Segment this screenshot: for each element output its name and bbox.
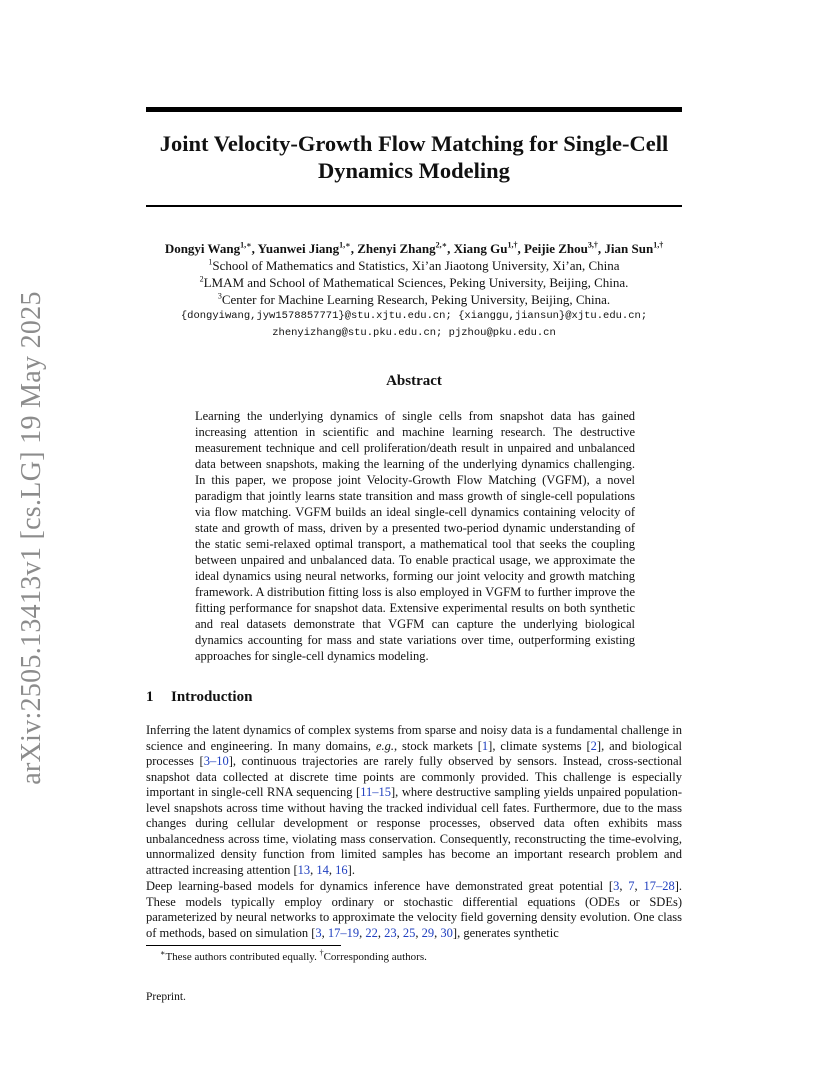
section-number: 1 <box>146 689 154 705</box>
affiliation-text: Center for Machine Learning Research, Peking University, Beijing, China. <box>221 292 611 307</box>
footnote-text: These authors contributed equally. <box>165 951 320 963</box>
email-link[interactable]: {dongyiwang,jyw1578857771}@stu.xjtu.edu.cn <box>180 310 446 322</box>
author-name: Dongyi Wang <box>164 241 241 256</box>
author-name: Zhenyi Zhang <box>357 241 436 256</box>
author-name: Jian Sun <box>604 241 654 256</box>
affiliation-number: 3 <box>217 291 222 301</box>
arxiv-sidebar-stamp <box>10 291 54 785</box>
title-line-2: Dynamics Modeling <box>318 158 510 183</box>
title-line-1: Joint Velocity-Growth Flow Matching for Single-Cell <box>159 131 669 156</box>
intro-paragraph-1: Inferring the latent dynamics of complex systems from sparse and noisy data is a fundamental challenge in science and engineering. In many domains, e.g., stock markets [1], climate systems [2], and biological processes [3–10], continuous trajectories are rarely fully observed by sensors. Instead, cross-sectional snapshot data collected at discrete time points are commonly provided. This challenge is especially important in single-cell RNA sequencing [11–15], where destructive sampling yields unpaired population-level snapshots across time without having the tracked individual cell fates. Furthermore, due to the mass changes during cellular development or response processes, observed data often exhibits mass unbalancedness across time, violating mass conservation. Consequently, reconstructing the time-evolving, unnormalized density function from limited samples has become an important research problem and attracted increasing attention [13, 14, 16]. <box>146 723 683 877</box>
author-mark: 1,† <box>653 240 664 250</box>
citation-link[interactable]: 29 <box>421 925 435 940</box>
citation-link[interactable]: 23 <box>384 925 397 940</box>
citation-link[interactable]: 30 <box>440 925 453 940</box>
citation-link[interactable]: 11–15 <box>360 785 392 799</box>
author-list: Dongyi Wang$^{1,∗}$, Yuanwei Jiang$^{1,∗}$, Zhenyi Zhang$^{2,∗}$, Xiang $Gu^{1,\dagger}$, Peijie Zhou$^{3,\dagger}$, Jian Sun$^{1,\dagger}$ <box>164 240 664 256</box>
citation-link[interactable]: 3–10 <box>203 754 229 768</box>
author-mark: 1,∗ <box>339 240 351 250</box>
title-top-rule <box>146 107 682 112</box>
section-heading-introduction <box>146 689 682 706</box>
footnote-mark: ∗ <box>160 948 166 958</box>
author-block <box>146 240 682 342</box>
affiliation-1 <box>146 257 682 274</box>
abstract-heading: Abstract <box>386 373 442 389</box>
citation-link[interactable]: 17–19 <box>327 925 360 940</box>
arxiv-identifier: arXiv:2505.13413v1 [cs.LG] 19 May 2025 <box>16 291 47 785</box>
affiliation-text: LMAM and School of Mathematical Sciences, Peking University, Beijing, China. <box>203 275 629 290</box>
author-name: Peijie Zhou <box>523 241 588 256</box>
citation-link[interactable]: 13 <box>297 862 311 877</box>
email-line-2: zhenyizhang@stu.pku.edu.cn; pjzhou@pku.edu.cn <box>272 327 556 339</box>
intro-paragraph-2: Deep learning-based models for dynamics inference have demonstrated great potential [3, 7, 17–28]. These models typically employ ordinary or stochastic differential equations (ODEs or SDEs) parameterized by neural networks to approximate the velocity field governing density evolution. One class of methods, based on simulation [3, 17–19, 22, 23, 25, 29, 30], generates synthetic <box>146 879 683 940</box>
citation-link[interactable]: 7 <box>628 879 635 893</box>
citation-link[interactable]: 25 <box>402 925 416 940</box>
citation-link[interactable]: 14 <box>316 862 329 877</box>
citation-link[interactable]: 3 <box>613 879 620 893</box>
email-link[interactable]: {xianggu,jiansun}@xjtu.edu.cn <box>458 310 641 322</box>
author-name: Yuanwei Jiang <box>257 241 340 256</box>
footnote <box>160 950 680 964</box>
citation-link[interactable]: 3 <box>315 925 322 940</box>
affiliation-number: 2 <box>199 274 204 284</box>
affiliation-2 <box>146 274 682 291</box>
author-mark: 2,∗ <box>435 240 448 250</box>
author-mark: 1,∗ <box>240 240 252 250</box>
affiliation-number: 1 <box>208 257 213 267</box>
email-link[interactable]: pjzhou@pku.edu.cn <box>448 327 556 339</box>
abstract-body: Learning the underlying dynamics of single cells from snapshot data has gained increasing attention in scientific and machine learning research. The destructive measurement technique and cell proliferation/death result in unpaired and unbalanced data between snapshots, making the learning of the underlying dynamics challenging. In this paper, we propose joint Velocity-Growth Flow Matching (VGFM), a novel paradigm that jointly learns state transition and mass growth of single-cell populations via flow matching. VGFM builds an ideal single-cell dynamics containing velocity of state and growth of mass, driven by a presented two-period dynamic understanding of the static semi-relaxed optimal transport, a mathematical tool that seeks the coupling between unpaired and unbalanced data. To enable practical usage, we approximate the ideal dynamics using neural networks, forming our joint velocity and growth matching framework. A distribution fitting loss is also employed in VGFM to further improve the fitting performance for snapshot data. Extensive experimental results on both synthetic and real datasets demonstrate that VGFM can capture the underlying biological dynamics accounting for mass and state variations over time, outperforming existing approaches for single-cell dynamics modeling. <box>195 409 635 663</box>
author-name: Xiang Gu <box>453 241 508 256</box>
citation-link[interactable]: 2 <box>590 738 597 753</box>
preprint-footer: Preprint. <box>146 991 186 1003</box>
citation-link[interactable]: 22 <box>365 925 378 940</box>
email-link[interactable]: zhenyizhang@stu.pku.edu.cn <box>272 327 437 339</box>
paper-title <box>146 130 682 184</box>
author-mark: 1,† <box>507 240 518 250</box>
author-mark: 3,† <box>587 240 598 250</box>
citation-link[interactable]: 16 <box>335 862 348 877</box>
citation-link[interactable]: 17–28 <box>643 879 675 893</box>
footnote-rule <box>146 945 341 946</box>
affiliation-3 <box>146 291 682 308</box>
footnote-text: Corresponding authors. <box>323 951 427 963</box>
section-title: Introduction <box>171 689 253 705</box>
citation-link[interactable]: 1 <box>481 738 489 753</box>
affiliation-text: School of Mathematics and Statistics, Xi’an Jiaotong University, Xi’an, China <box>212 258 620 273</box>
title-bottom-rule <box>146 205 682 207</box>
email-line-1: {dongyiwang,jyw1578857771}@stu.xjtu.edu.cn; {xianggu,jiansun}@xjtu.edu.cn; <box>180 310 648 322</box>
footnote-mark: † <box>319 948 324 958</box>
